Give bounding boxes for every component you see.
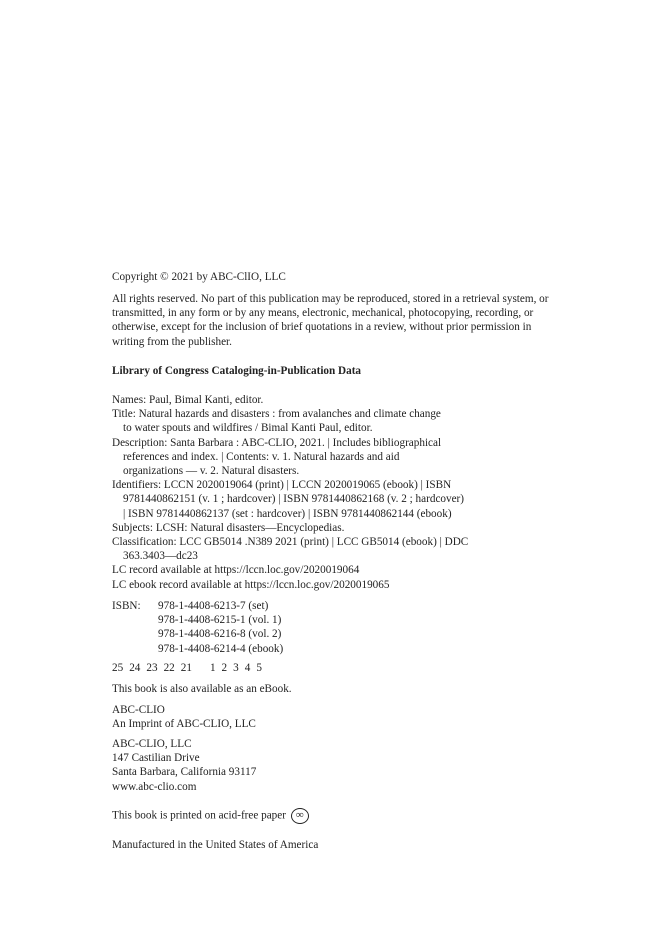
cip-subjects: Subjects: LCSH: Natural disasters—Encyclopedias. bbox=[112, 521, 345, 534]
address-web: www.abc-clio.com bbox=[112, 780, 197, 793]
copyright-line: Copyright © 2021 by ABC-ClIO, LLC bbox=[112, 271, 286, 283]
cip-title-cont: to water spouts and wildfires / Bimal Kanti Paul, editor. bbox=[123, 422, 373, 435]
printing-line bbox=[112, 661, 582, 675]
printing-year: 21 bbox=[180, 662, 192, 674]
rights-line: All rights reserved. No part of this publication may be reproduced, stored in a retrieval system, or bbox=[112, 293, 549, 305]
rights-paragraph bbox=[112, 292, 582, 349]
ebook-note-text: This book is also available as an eBook. bbox=[112, 683, 292, 695]
cip-identifiers: Identifiers: LCCN 2020019064 (print) | LCCN 2020019065 (ebook) | ISBN bbox=[112, 479, 452, 492]
printing-year: 24 bbox=[129, 662, 141, 674]
cip-data bbox=[112, 393, 582, 592]
imprint-name: ABC-CLIO bbox=[112, 704, 165, 716]
cip-identifiers-cont: 9781440862151 (v. 1 ; hardcover) | ISBN 9781440862168 (v. 2 ; hardcover) bbox=[123, 493, 465, 506]
address-company: ABC-CLIO, LLC bbox=[112, 738, 192, 750]
printing-number: 3 bbox=[233, 662, 239, 674]
isbn-row bbox=[112, 599, 582, 656]
paper-note-text: This book is printed on acid-free paper bbox=[112, 809, 286, 822]
isbn-value: 978-1-4408-6215-1 (vol. 1) bbox=[158, 614, 282, 627]
rights-line: transmitted, in any form or by any means, electronic, mechanical, photocopying, recording, or bbox=[112, 307, 534, 320]
printing-year: 23 bbox=[146, 662, 158, 674]
cip-lc-ebook-record: LC ebook record available at https://lccn.loc.gov/2020019065 bbox=[112, 578, 390, 591]
isbn-values bbox=[158, 599, 283, 656]
isbn-value: 978-1-4408-6213-7 (set) bbox=[158, 600, 269, 612]
acid-free-infinity-icon: ∞ bbox=[291, 808, 309, 824]
cip-description: Description: Santa Barbara : ABC-CLIO, 2021. | Includes bibliographical bbox=[112, 436, 442, 449]
rights-line: writing from the publisher. bbox=[112, 335, 232, 348]
isbn-section bbox=[112, 599, 582, 656]
printing-number: 5 bbox=[256, 662, 262, 674]
cip-description-cont: references and index. | Contents: v. 1. Natural hazards and aid bbox=[123, 450, 400, 463]
printing-year: 25 bbox=[112, 662, 124, 674]
address-city: Santa Barbara, California 93117 bbox=[112, 766, 257, 779]
address-street: 147 Castilian Drive bbox=[112, 752, 200, 765]
cip-heading-text: Library of Congress Cataloging-in-Publication Data bbox=[112, 365, 362, 377]
paper-note bbox=[112, 808, 582, 824]
printing-number: 1 bbox=[209, 662, 216, 674]
cip-classification-cont: 363.3403—dc23 bbox=[123, 550, 198, 563]
rights-line: otherwise, except for the inclusion of brief quotations in a review, without prior permission in bbox=[112, 321, 532, 334]
manufactured-text: Manufactured in the United States of America bbox=[112, 839, 319, 851]
manufactured-note bbox=[112, 838, 582, 852]
cip-classification: Classification: LCC GB5014 .N389 2021 (print) | LCC GB5014 (ebook) | DDC bbox=[112, 536, 469, 549]
printing-number: 2 bbox=[221, 662, 228, 674]
isbn-value: 978-1-4408-6214-4 (ebook) bbox=[158, 642, 284, 655]
isbn-label: ISBN: bbox=[112, 600, 141, 612]
isbn-value: 978-1-4408-6216-8 (vol. 2) bbox=[158, 628, 282, 641]
copyright-section bbox=[112, 270, 582, 284]
imprint-line: An Imprint of ABC-CLIO, LLC bbox=[112, 718, 256, 731]
printing-year: 22 bbox=[163, 662, 175, 674]
cip-identifiers-cont: | ISBN 9781440862137 (set : hardcover) | ISBN 9781440862144 (ebook) bbox=[123, 507, 452, 520]
imprint-block bbox=[112, 703, 582, 731]
printing-number: 4 bbox=[244, 662, 251, 674]
cip-description-cont: organizations — v. 2. Natural disasters. bbox=[123, 465, 300, 478]
cip-names: Names: Paul, Bimal Kanti, editor. bbox=[112, 394, 264, 406]
ebook-note bbox=[112, 682, 582, 696]
cip-title: Title: Natural hazards and disasters : from avalanches and climate change bbox=[112, 408, 441, 421]
cip-lc-record: LC record available at https://lccn.loc.gov/2020019064 bbox=[112, 564, 360, 577]
address-block bbox=[112, 737, 582, 794]
cip-heading bbox=[112, 364, 582, 378]
